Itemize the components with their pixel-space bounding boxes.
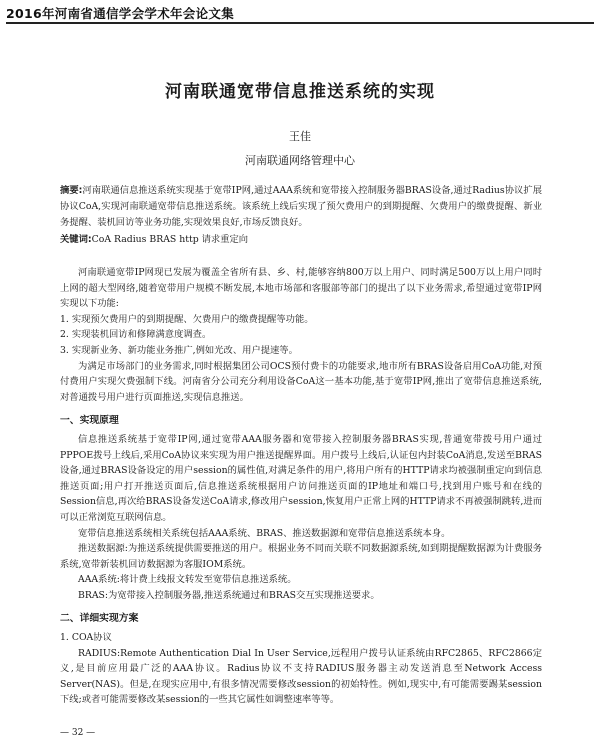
affiliation: 河南联通网络管理中心 [245, 154, 355, 167]
section-1-paragraph-1: 信息推送系统基于宽带IP网,通过宽带AAA服务器和宽带接入控制服务器BRAS实现,普通宽带拨号用户通过PPPOE拨号上线后,采用CoA协议来实现为用户推送提醒界面。用户拨号上线后,认证包内封装CoA消息,发送至BRAS设备,通过BRAS设备设定的用户session的属性值,对满足条件的用户,将用户所有的HTTP请求均被强制重定向到信息推送页面;用户打开推送页面后,信息推送系统根据用户访问推送页面的IP地址和端口号,找到用户账号和在线的Session信息,再次给BRAS设备发送CoA请求,修改用户session,恢复用户正常上网的HTTP请求不再被强制跳转,进而可以正常浏览互联网信息。 [60, 433, 542, 523]
section-heading-2: 二、详细实现方案 [60, 613, 139, 625]
list-item: 2. 实现装机回访和修障满意度调查。 [60, 329, 212, 341]
section-1-paragraph-4: AAA系统:将计费上线报文转发至宽带信息推送系统。 [78, 574, 297, 586]
intro-paragraph-2: 为满足市场部门的业务需求,同时根据集团公司OCS预付费卡的功能要求,地市所有BRAS设备启用CoA功能,对预付费用户实现欠费强制下线。河南省分公司充分利用设备CoA这一基本功能,基于宽带IP网,推出了宽带信息推送系统,对普通拨号用户进行页面推送,实现信息推送。 [60, 360, 542, 403]
section-1-paragraph-3: 推送数据源:为推送系统提供需要推送的用户。根据业务不同而关联不同数据源系统,如到期提醒数据源为计费服务系统,宽带新装机回访数据源为客服IOM系统。 [60, 543, 542, 570]
keywords [60, 232, 542, 248]
abstract-label: 摘要: [60, 185, 83, 196]
section-1-paragraph-5: BRAS:为宽带接入控制服务器,推送系统通过和BRAS交互实现推送要求。 [78, 589, 380, 601]
page-number: — 32 — [60, 728, 96, 738]
author: 王佳 [289, 130, 311, 143]
list-item: 1. 实现预欠费用户的到期提醒、欠费用户的缴费提醒等功能。 [60, 313, 314, 325]
header-rule [6, 22, 594, 24]
paper-title: 河南联通宽带信息推送系统的实现 [165, 82, 435, 102]
section-1-paragraph-2: 宽带信息推送系统相关系统包括AAA系统、BRAS、推送数据源和宽带信息推送系统本身。 [78, 527, 451, 539]
abstract-text: 河南联通信息推送系统实现基于宽带IP网,通过AAA系统和宽带接入控制服务器BRAS设备,通过Radius协议扩展协议CoA,实现河南联通宽带信息推送系统。该系统上线后实现了预欠费用户的到期提醒、欠费用户的缴费提醒、新业务提醒、装机回访等业务功能,实现效果良好,市场反馈良好。 [60, 185, 542, 228]
section-2-paragraph-1: RADIUS:Remote Authentication Dial In User Service,远程用户拨号认证系统由RFC2865、RFC2866定义,是目前应用最广泛的AAA协议。Radius协议不支持RADIUS服务器主动发送消息至Network Access Server(NAS)。但是,在现实应用中,有很多情况需要修改session的初始特性。例如,现实中,有可能需要踢某session下线;或者可能需要修改某session的一些其它属性如调整速率等等。 [60, 647, 542, 706]
keywords-text: CoA Radius BRAS http 请求重定向 [91, 234, 249, 245]
section-heading-1: 一、实现原理 [60, 415, 119, 427]
keywords-label: 关键词: [60, 234, 92, 245]
list-item: 3. 实现新业务、新功能业务推广,例如光改、用户提速等。 [60, 344, 298, 356]
intro-paragraph-1: 河南联通宽带IP网现已发展为覆盖全省所有县、乡、村,能够容纳800万以上用户、同时满足500万以上用户同时上网的超大型网络,随着宽带用户规模不断发展,本地市场部和客服部等部门的提出了以下业务需求,希望通过宽带IP网实现以下功能: [60, 267, 542, 310]
abstract [60, 183, 542, 231]
subsection-heading: 1. COA协议 [60, 632, 112, 644]
body-text [60, 265, 542, 708]
running-header: 2016年河南省通信学会学术年会论文集 [6, 6, 234, 21]
